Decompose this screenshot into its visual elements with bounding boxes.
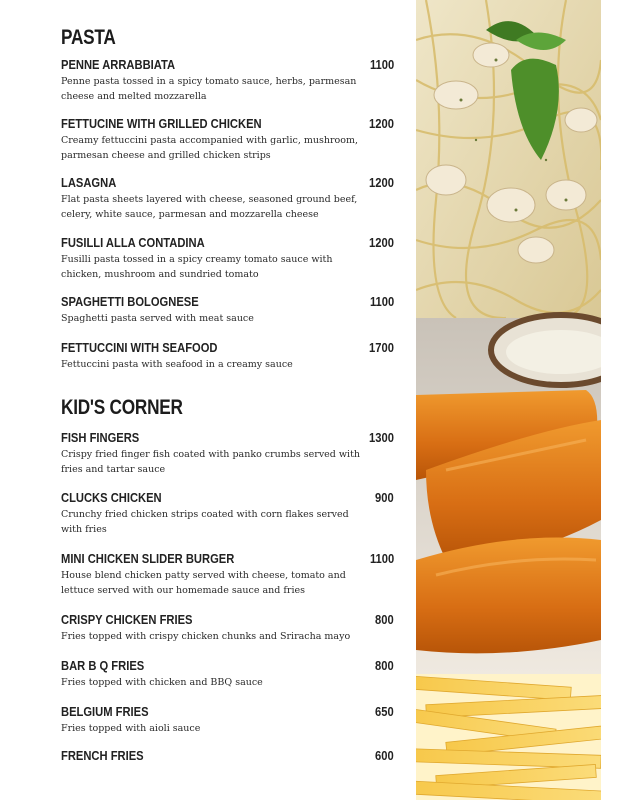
item-description: Crispy fried finger fish coated with panko crumbs served with fries and tartar sauce (61, 449, 361, 475)
item-description: Penne pasta tossed in a spicy tomato sauce, herbs, parmesan cheese and melted mozzarella (61, 76, 357, 102)
item-name: CLUCKS CHICKEN (61, 490, 162, 505)
item-description: Spaghetti pasta served with meat sauce (61, 313, 254, 324)
menu-item (61, 235, 396, 282)
item-price: 800 (375, 612, 394, 627)
item-description: Fries topped with crispy chicken chunks and Sriracha mayo (61, 631, 351, 642)
french-fries-photo (416, 674, 601, 800)
item-price: 800 (375, 658, 394, 673)
item-description: Fries topped with chicken and BBQ sauce (61, 677, 263, 688)
menu-item (61, 748, 396, 763)
item-price: 1200 (369, 116, 394, 131)
pasta-photo (416, 0, 601, 318)
item-name: FUSILLI ALLA CONTADINA (61, 235, 205, 250)
item-name: FETTUCINE WITH GRILLED CHICKEN (61, 116, 262, 131)
item-name: FRENCH FRIES (61, 748, 144, 763)
menu-item (61, 551, 396, 598)
menu-item (61, 116, 396, 163)
item-description: Fettuccini pasta with seafood in a creamy sauce (61, 359, 293, 370)
item-price: 1200 (369, 175, 394, 190)
item-name: BAR B Q FRIES (61, 658, 145, 673)
menu-item (61, 340, 396, 373)
item-price: 1300 (369, 430, 394, 445)
item-price: 1100 (369, 57, 394, 72)
item-description: Fries topped with aioli sauce (61, 723, 201, 734)
item-price: 650 (375, 704, 394, 719)
menu-item (61, 490, 396, 537)
item-price: 1700 (369, 340, 394, 355)
item-price: 600 (375, 748, 394, 763)
item-name: PENNE ARRABBIATA (61, 57, 176, 72)
food-photo-column (416, 0, 601, 800)
item-description: Crunchy fried chicken strips coated with corn flakes served with fries (61, 509, 349, 535)
food-photos (416, 0, 601, 800)
menu-item (61, 704, 396, 737)
item-name: FETTUCCINI WITH SEAFOOD (61, 340, 218, 355)
item-description: Flat pasta sheets layered with cheese, seasoned ground beef, celery, white sauce, parmesan and mozzarella cheese (61, 194, 358, 220)
section-title-kids-corner: KID'S CORNER (61, 396, 183, 419)
item-name: LASAGNA (61, 175, 117, 190)
menu-item (61, 175, 396, 222)
item-name: BELGIUM FRIES (61, 704, 149, 719)
item-price: 1200 (369, 235, 394, 250)
item-price: 1100 (369, 551, 394, 566)
menu-item (61, 612, 396, 645)
item-description: House blend chicken patty served with cheese, tomato and lettuce served with our homemade sauce and fries (61, 570, 346, 596)
fish-fingers-photo (416, 315, 601, 674)
item-description: Creamy fettuccini pasta accompanied with garlic, mushroom, parmesan cheese and grilled chicken strips (61, 135, 358, 161)
section-title-pasta: PASTA (61, 26, 116, 49)
item-name: MINI CHICKEN SLIDER BURGER (61, 551, 235, 566)
item-name: CRISPY CHICKEN FRIES (61, 612, 193, 627)
menu-item (61, 57, 396, 104)
menu-item (61, 294, 396, 327)
menu-item (61, 658, 396, 691)
item-price: 1100 (369, 294, 394, 309)
menu-item (61, 430, 396, 477)
item-name: SPAGHETTI BOLOGNESE (61, 294, 199, 309)
item-price: 900 (375, 490, 394, 505)
item-description: Fusilli pasta tossed in a spicy creamy tomato sauce with chicken, mushroom and sundried tomato (61, 254, 333, 280)
item-name: FISH FINGERS (61, 430, 140, 445)
